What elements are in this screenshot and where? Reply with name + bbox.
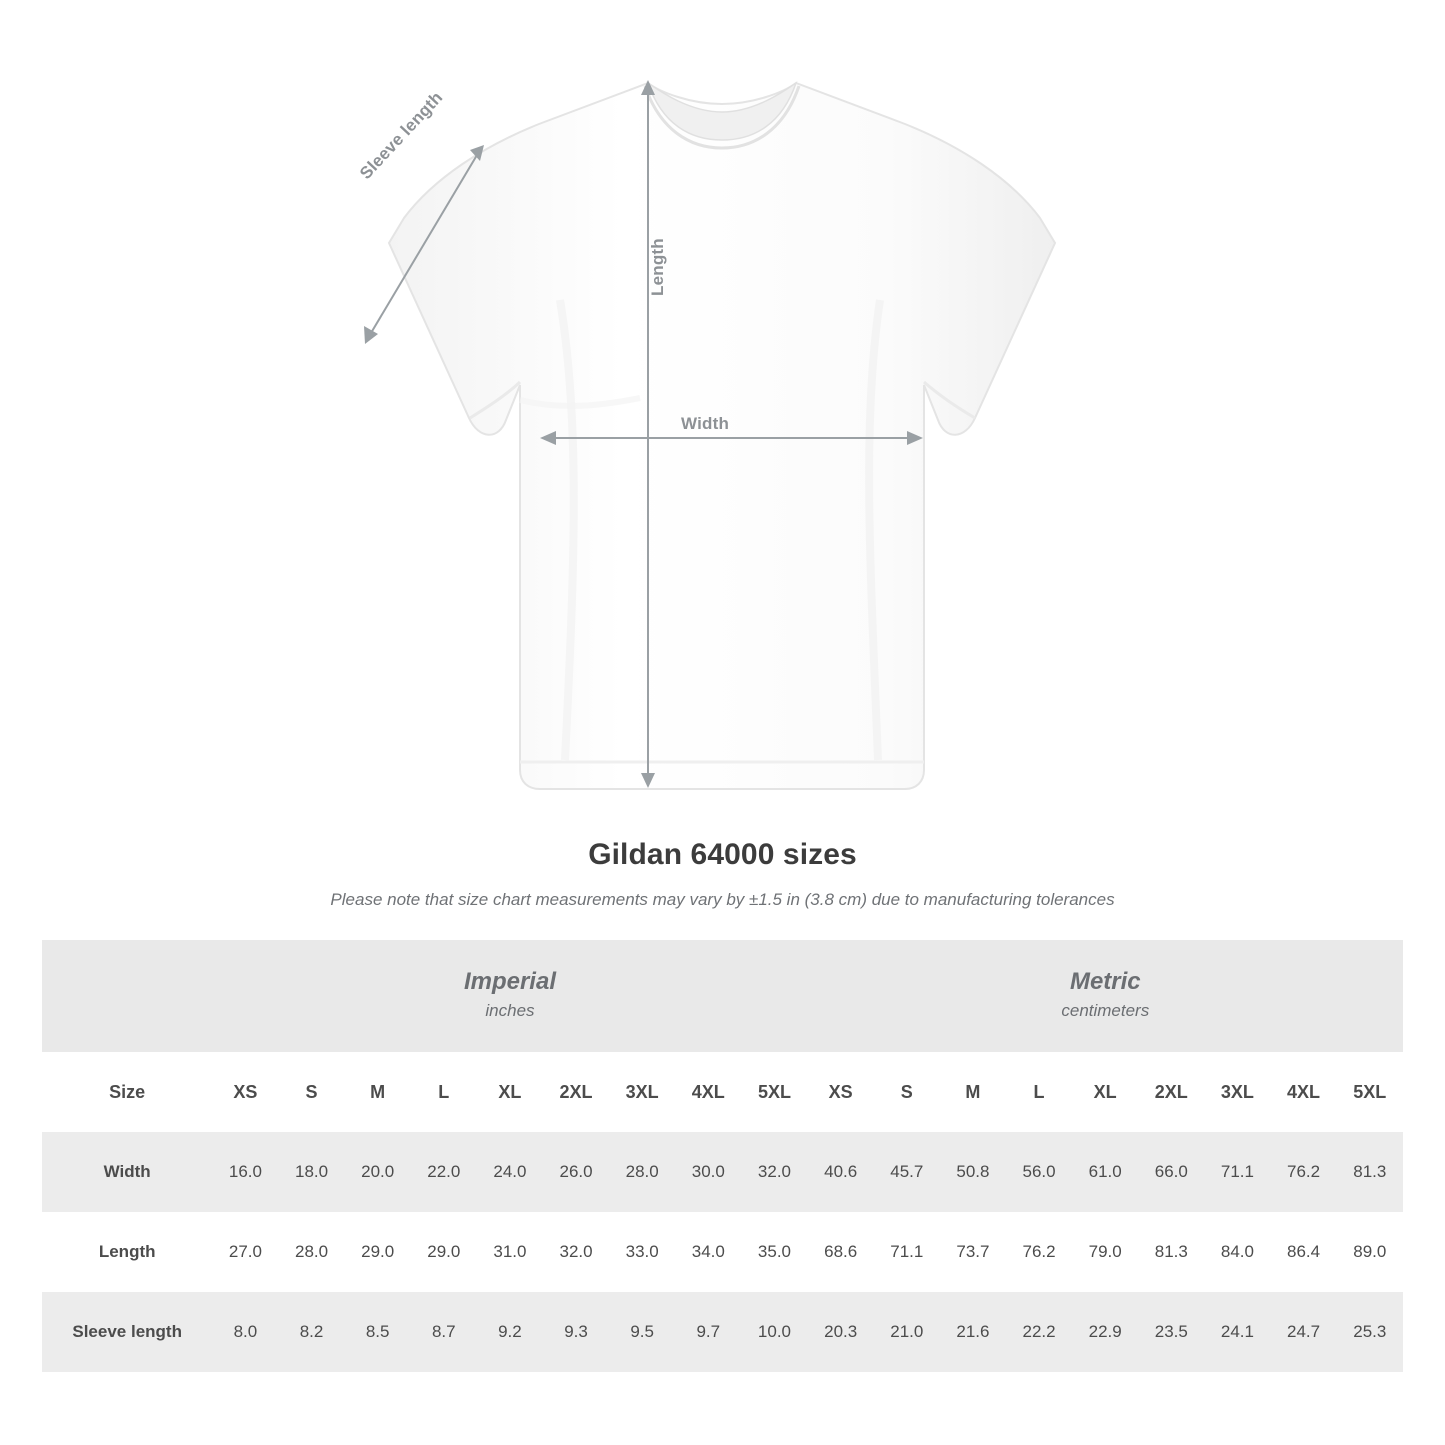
cell-width-imperial-m: 20.0 [345, 1132, 411, 1212]
cell-sleeve-imperial-2xl: 9.3 [543, 1292, 609, 1372]
cell-length-metric-s: 71.1 [874, 1212, 940, 1292]
cell-sleeve-metric-xs: 20.3 [808, 1292, 874, 1372]
length-label: Length [648, 238, 667, 296]
cell-sleeve-imperial-m: 8.5 [345, 1292, 411, 1372]
cell-length-imperial-5xl: 35.0 [741, 1212, 807, 1292]
row-label-width: Width [42, 1132, 212, 1212]
cell-width-imperial-5xl: 32.0 [741, 1132, 807, 1212]
cell-length-metric-xs: 68.6 [808, 1212, 874, 1292]
cell-sleeve-metric-l: 22.2 [1006, 1292, 1072, 1372]
unit-header-metric [808, 940, 1403, 1052]
cell-width-imperial-4xl: 30.0 [675, 1132, 741, 1212]
title-block [0, 838, 1445, 910]
cell-width-metric-xl: 61.0 [1072, 1132, 1138, 1212]
cell-width-metric-xs: 40.6 [808, 1132, 874, 1212]
unit-name-imperial: Imperial [463, 968, 556, 996]
cell-width-metric-s: 45.7 [874, 1132, 940, 1212]
cell-sleeve-metric-3xl: 24.1 [1204, 1292, 1270, 1372]
cell-sleeve-metric-m: 21.6 [940, 1292, 1006, 1372]
unit-sub-metric: centimeters [1061, 1001, 1150, 1021]
unit-header-row [42, 940, 1403, 1052]
cell-length-imperial-xl: 31.0 [477, 1212, 543, 1292]
cell-sleeve-imperial-xl: 9.2 [477, 1292, 543, 1372]
cell-width-imperial-xl: 24.0 [477, 1132, 543, 1212]
size-col-imperial-m: M [345, 1052, 411, 1132]
cell-width-metric-2xl: 66.0 [1138, 1132, 1204, 1212]
cell-width-imperial-s: 18.0 [278, 1132, 344, 1212]
unit-name-metric: Metric [1069, 968, 1141, 996]
row-label-length: Length [42, 1212, 212, 1292]
cell-sleeve-metric-4xl: 24.7 [1270, 1292, 1336, 1372]
cell-length-metric-xl: 79.0 [1072, 1212, 1138, 1292]
cell-length-imperial-xs: 27.0 [212, 1212, 278, 1292]
size-col-metric-m: M [940, 1052, 1006, 1132]
size-col-imperial-xl: XL [477, 1052, 543, 1132]
size-col-imperial-s: S [278, 1052, 344, 1132]
cell-width-imperial-xs: 16.0 [212, 1132, 278, 1212]
size-col-imperial-3xl: 3XL [609, 1052, 675, 1132]
cell-length-metric-m: 73.7 [940, 1212, 1006, 1292]
table-row [42, 1212, 1403, 1292]
cell-sleeve-metric-5xl: 25.3 [1337, 1292, 1403, 1372]
size-chart-table-wrap [42, 940, 1403, 1372]
cell-length-metric-5xl: 89.0 [1337, 1212, 1403, 1292]
size-header-row [42, 1052, 1403, 1132]
table-row [42, 1292, 1403, 1372]
cell-width-imperial-3xl: 28.0 [609, 1132, 675, 1212]
cell-sleeve-imperial-l: 8.7 [411, 1292, 477, 1372]
size-col-imperial-xs: XS [212, 1052, 278, 1132]
size-col-imperial-l: L [411, 1052, 477, 1132]
cell-width-metric-m: 50.8 [940, 1132, 1006, 1212]
size-col-metric-2xl: 2XL [1138, 1052, 1204, 1132]
cell-sleeve-metric-2xl: 23.5 [1138, 1292, 1204, 1372]
size-col-metric-xl: XL [1072, 1052, 1138, 1132]
page-title: Gildan 64000 sizes [588, 838, 857, 871]
cell-sleeve-metric-xl: 22.9 [1072, 1292, 1138, 1372]
size-col-metric-4xl: 4XL [1270, 1052, 1336, 1132]
cell-width-metric-5xl: 81.3 [1337, 1132, 1403, 1212]
cell-length-metric-4xl: 86.4 [1270, 1212, 1336, 1292]
cell-length-imperial-4xl: 34.0 [675, 1212, 741, 1292]
size-col-imperial-4xl: 4XL [675, 1052, 741, 1132]
cell-sleeve-imperial-s: 8.2 [278, 1292, 344, 1372]
size-chart-table [42, 940, 1403, 1372]
cell-length-imperial-s: 28.0 [278, 1212, 344, 1292]
unit-header-spacer [42, 940, 212, 1052]
row-label-sleeve-length: Sleeve length [42, 1292, 212, 1372]
cell-sleeve-imperial-xs: 8.0 [212, 1292, 278, 1372]
cell-width-metric-3xl: 71.1 [1204, 1132, 1270, 1212]
size-col-metric-s: S [874, 1052, 940, 1132]
cell-width-imperial-2xl: 26.0 [543, 1132, 609, 1212]
size-col-metric-3xl: 3XL [1204, 1052, 1270, 1132]
cell-length-metric-3xl: 84.0 [1204, 1212, 1270, 1292]
cell-length-imperial-l: 29.0 [411, 1212, 477, 1292]
cell-length-imperial-m: 29.0 [345, 1212, 411, 1292]
cell-length-imperial-3xl: 33.0 [609, 1212, 675, 1292]
row-header-size: Size [42, 1052, 212, 1132]
size-col-imperial-2xl: 2XL [543, 1052, 609, 1132]
cell-sleeve-imperial-3xl: 9.5 [609, 1292, 675, 1372]
cell-width-imperial-l: 22.0 [411, 1132, 477, 1212]
cell-sleeve-imperial-5xl: 10.0 [741, 1292, 807, 1372]
tolerance-note: Please note that size chart measurements may vary by ±1.5 in (3.8 cm) due to manufacturing tolerances [330, 890, 1115, 909]
size-col-imperial-5xl: 5XL [741, 1052, 807, 1132]
cell-width-metric-4xl: 76.2 [1270, 1132, 1336, 1212]
cell-length-imperial-2xl: 32.0 [543, 1212, 609, 1292]
unit-header-imperial [212, 940, 807, 1052]
cell-sleeve-metric-s: 21.0 [874, 1292, 940, 1372]
cell-sleeve-imperial-4xl: 9.7 [675, 1292, 741, 1372]
width-label: Width [681, 414, 730, 433]
size-col-metric-xs: XS [808, 1052, 874, 1132]
size-col-metric-l: L [1006, 1052, 1072, 1132]
unit-sub-imperial: inches [485, 1001, 535, 1021]
cell-length-metric-2xl: 81.3 [1138, 1212, 1204, 1292]
sleeve-length-label: Sleeve length [356, 87, 447, 183]
table-row [42, 1132, 1403, 1212]
size-col-metric-5xl: 5XL [1337, 1052, 1403, 1132]
cell-length-metric-l: 76.2 [1006, 1212, 1072, 1292]
cell-width-metric-l: 56.0 [1006, 1132, 1072, 1212]
